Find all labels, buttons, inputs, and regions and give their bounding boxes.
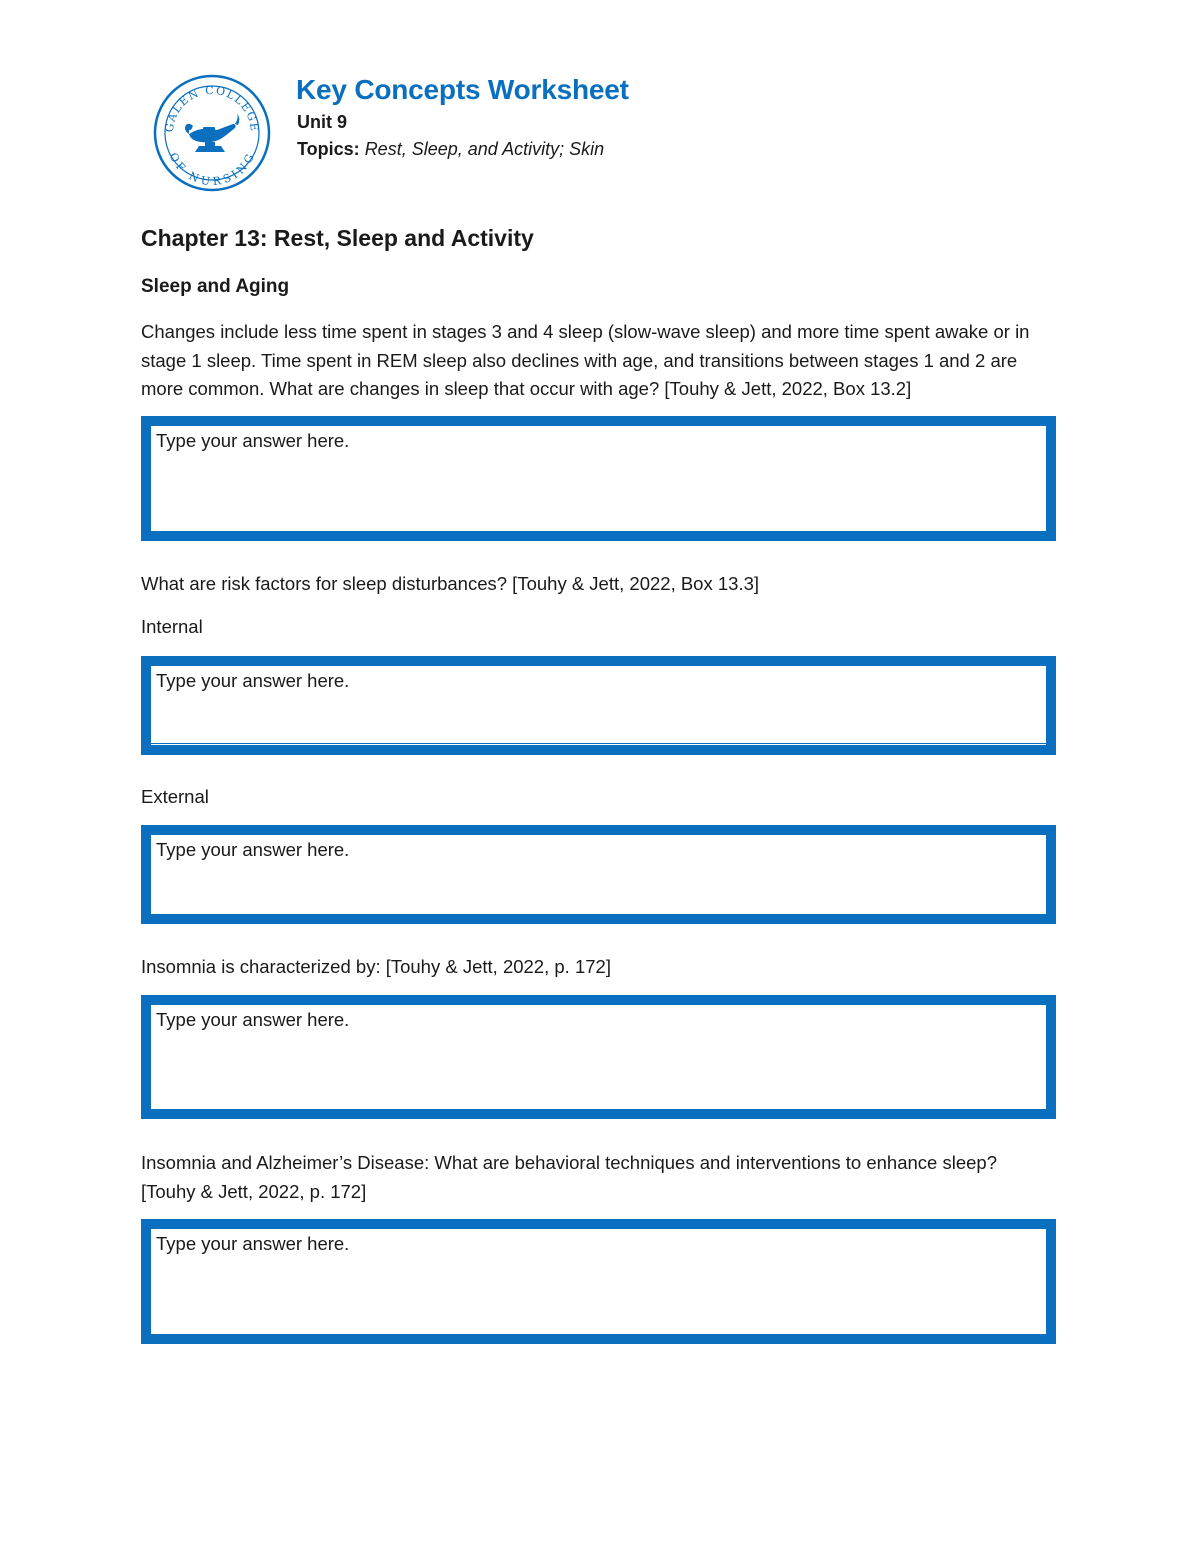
answer-box-aging-changes[interactable] — [141, 416, 1056, 541]
logo-text-bottom: OF NURSING — [166, 150, 258, 189]
answer-text-external[interactable]: Type your answer here. — [156, 839, 350, 860]
worksheet-title: Key Concepts Worksheet — [296, 74, 629, 105]
answer-box-external[interactable] — [141, 825, 1056, 924]
logo-text-top: GALEN COLLEGE — [162, 83, 262, 134]
question-risk-factors: What are risk factors for sleep disturbances? [Touhy & Jett, 2022, Box 13.3] — [141, 573, 760, 594]
question-alzheimers-line2: [Touhy & Jett, 2022, p. 172] — [141, 1181, 367, 1202]
svg-text:OF NURSING — [167, 151, 258, 189]
internal-label: Internal — [141, 616, 203, 637]
lamp-seal-icon — [153, 74, 271, 192]
chapter-title: Chapter 13: Rest, Sleep and Activity — [141, 225, 534, 251]
college-logo — [153, 74, 271, 192]
intro-paragraph: Changes include less time spent in stages 3 and 4 sleep (slow-wave sleep) and more time spent awake or in stage 1 sleep. Time spent in REM sleep also declines with age, and transitions between stages 1 and 2 are more common. What are changes in sleep that occur with age? [Touhy & Jett, 2022, Box 13.2] — [141, 321, 1030, 399]
topics-line — [297, 139, 604, 160]
unit-label: Unit 9 — [297, 112, 348, 132]
question-insomnia: Insomnia is characterized by: [Touhy & Jett, 2022, p. 172] — [141, 956, 611, 977]
answer-text-aging-changes[interactable]: Type your answer here. — [156, 430, 350, 451]
external-label: External — [141, 786, 209, 807]
answer-text-internal[interactable]: Type your answer here. — [156, 670, 350, 691]
answer-box-internal[interactable] — [141, 656, 1056, 755]
svg-text:GALEN COLLEGE — [163, 84, 261, 133]
question-alzheimers-line1: Insomnia and Alzheimer’s Disease: What are behavioral techniques and interventions to enhance sleep? — [141, 1152, 997, 1173]
section-title: Sleep and Aging — [141, 276, 290, 297]
topics-value: Rest, Sleep, and Activity; Skin — [364, 139, 605, 159]
answer-box-insomnia[interactable] — [141, 995, 1056, 1119]
answer-text-alzheimers[interactable]: Type your answer here. — [156, 1233, 350, 1254]
answer-box-alzheimers[interactable] — [141, 1219, 1056, 1344]
answer-text-insomnia[interactable]: Type your answer here. — [156, 1009, 350, 1030]
box-divider — [151, 743, 1046, 744]
topics-label: Topics: — [297, 139, 360, 159]
